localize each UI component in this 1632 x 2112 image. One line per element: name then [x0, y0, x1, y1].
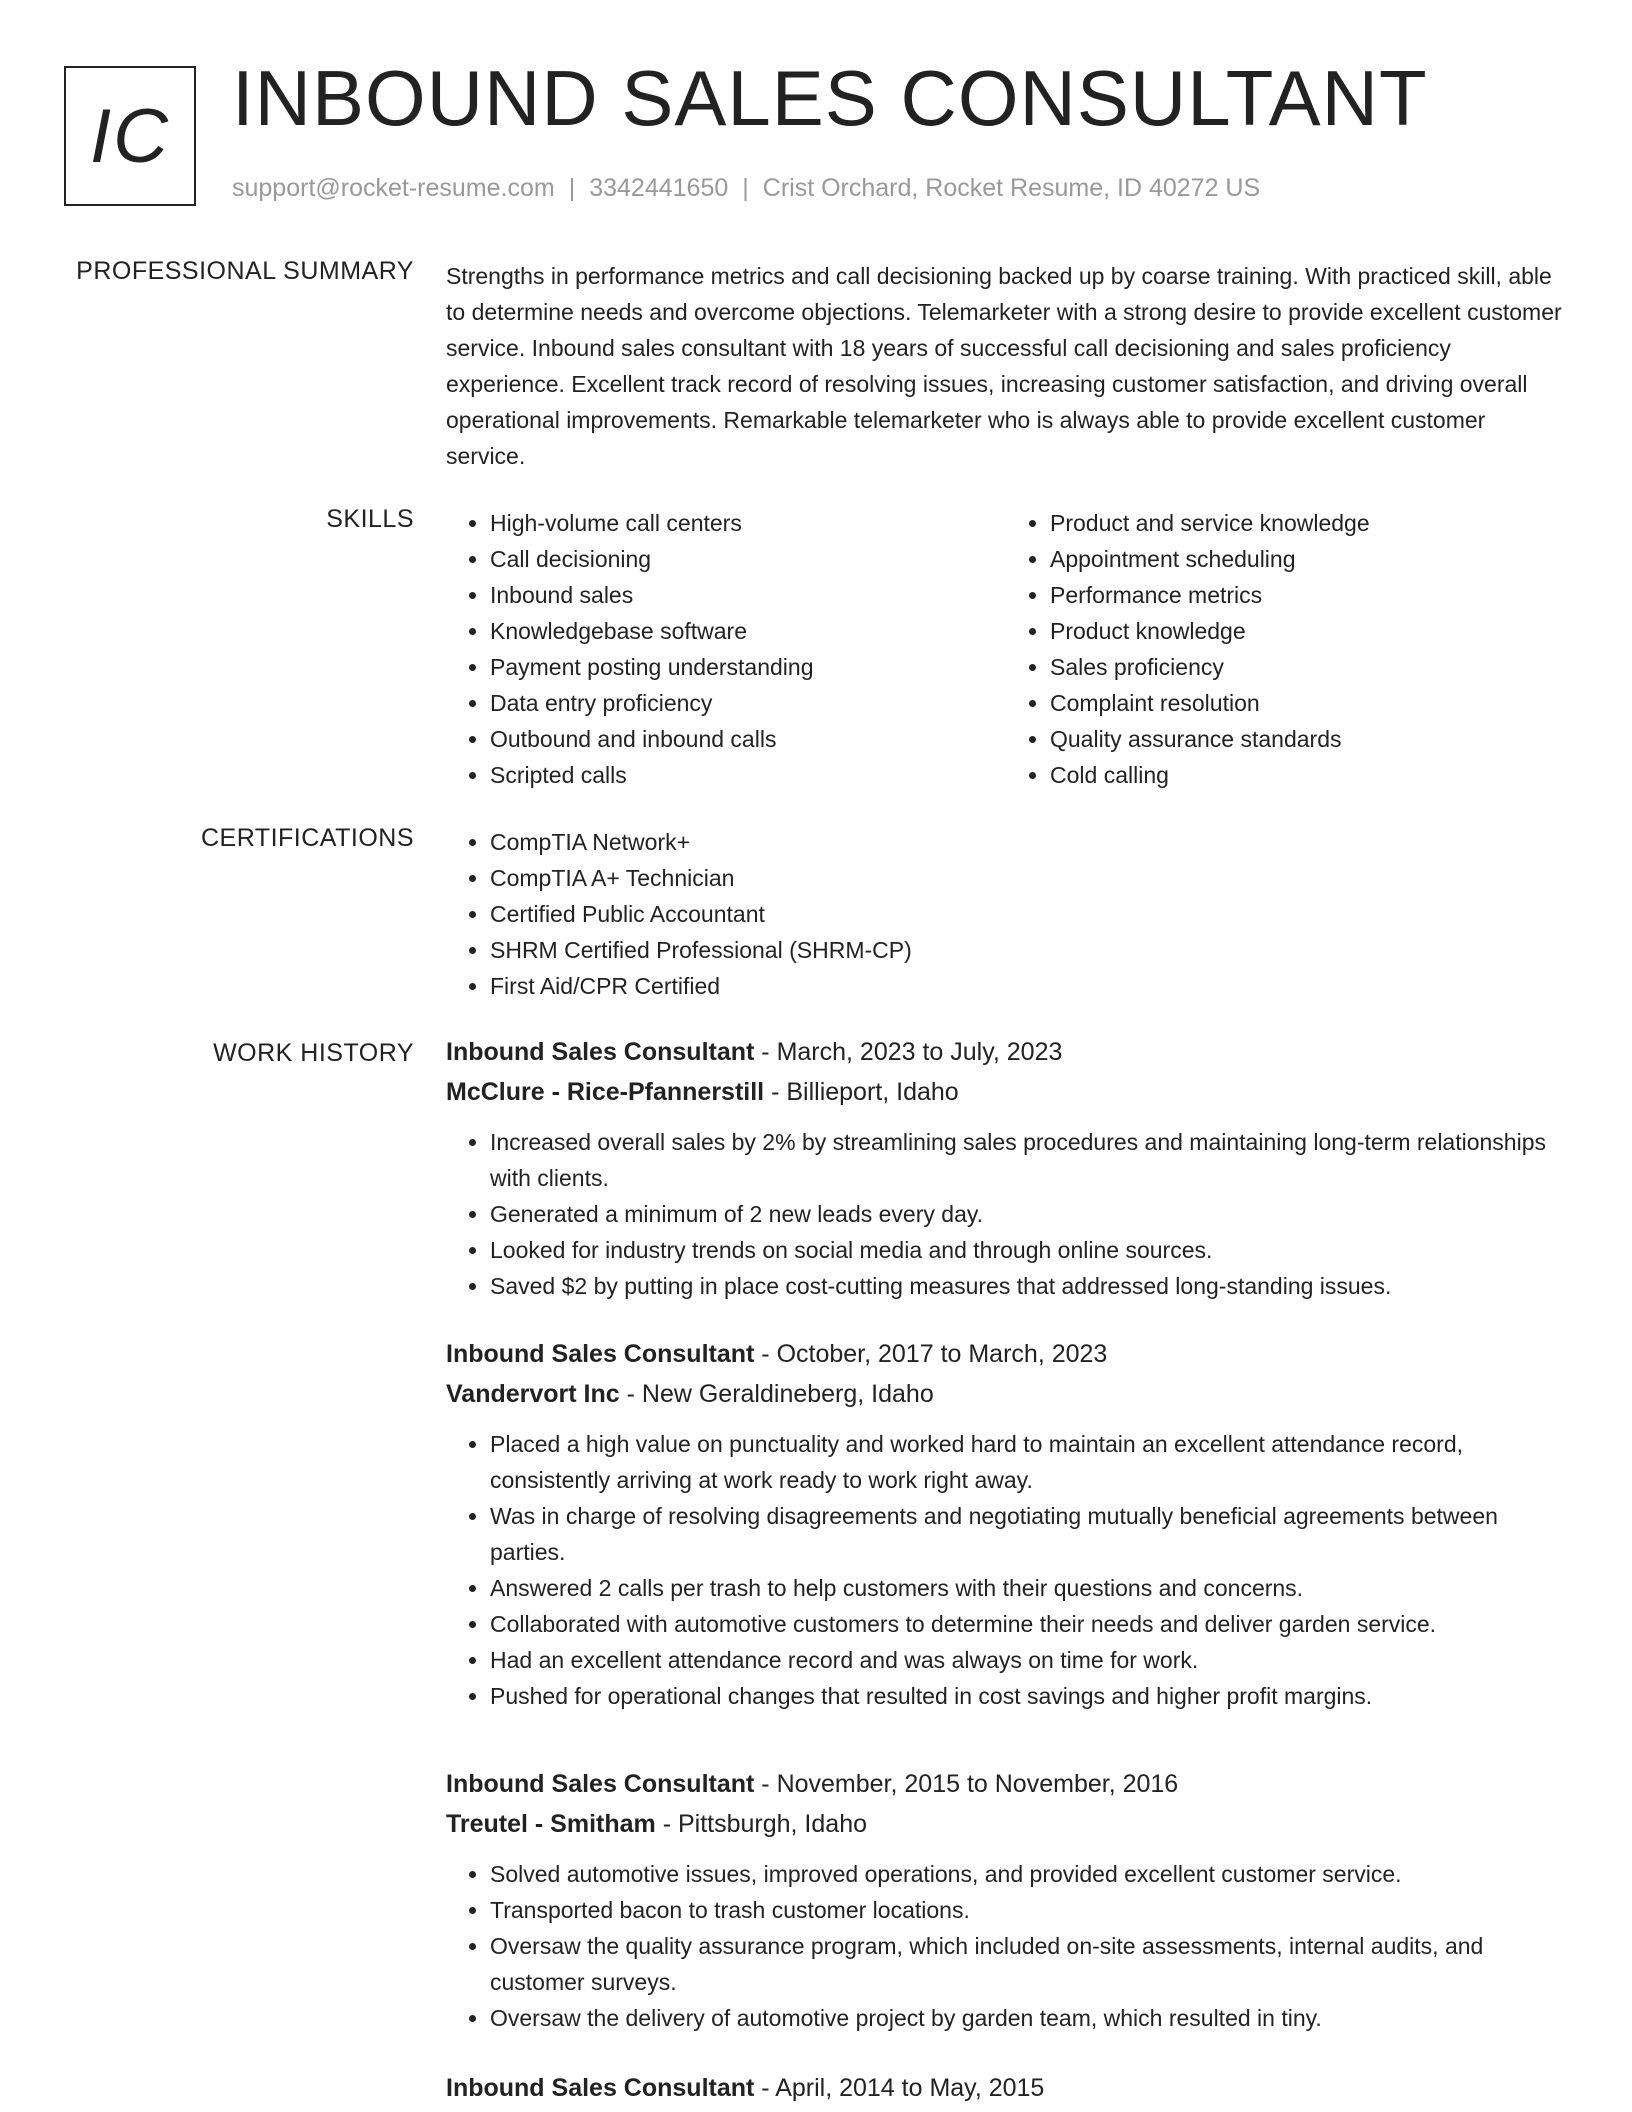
job-entry: [446, 1032, 1566, 1304]
job-bullet: • Collaborated with automotive customers to determine their needs and deliver garden service.: [490, 1606, 1566, 1642]
skill-item: • High-volume call centers: [490, 505, 1006, 541]
skills-section: [446, 505, 1566, 793]
certification-item: • Certified Public Accountant: [490, 896, 1566, 932]
contact-address: Crist Orchard, Rocket Resume, ID 40272 US: [762, 174, 1261, 202]
certification-item: • SHRM Certified Professional (SHRM-CP): [490, 932, 1566, 968]
skill-item: • Product and service knowledge: [1050, 505, 1566, 541]
contact-email: support@rocket-resume.com: [232, 174, 555, 202]
skill-item: • Performance metrics: [1050, 577, 1566, 613]
skill-item: • Sales proficiency: [1050, 649, 1566, 685]
job-dates: April, 2014 to May, 2015: [775, 2074, 1045, 2102]
certification-item: • First Aid/CPR Certified: [490, 968, 1566, 1004]
job-location: New Geraldineberg, Idaho: [641, 1380, 934, 1408]
job-bullet: • Answered 2 calls per trash to help customers with their questions and concerns.: [490, 1570, 1566, 1606]
skill-item: • Data entry proficiency: [490, 685, 1006, 721]
certification-item: • CompTIA Network+: [490, 824, 1566, 860]
skill-item: • Complaint resolution: [1050, 685, 1566, 721]
skill-item: • Inbound sales: [490, 577, 1006, 613]
job-bullet: • Looked for industry trends on social media and through online sources.: [490, 1232, 1566, 1268]
skills-label: SKILLS: [326, 505, 414, 533]
summary-text: Strengths in performance metrics and call decisioning backed up by coarse training. With practiced skill, able to determine needs and overcome objections. Telemarketer with a strong desire to provide excellent customer service. Inbound sales consultant with 18 years of successful call decisioning and sales proficiency experience. Excellent track record of resolving issues, increasing customer satisfaction, and driving overall operational improvements. Remarkable telemarketer who is always able to provide excellent customer service.: [446, 263, 1562, 469]
job-company: McClure - Rice-Pfannerstill: [446, 1078, 765, 1106]
skill-item: • Call decisioning: [490, 541, 1006, 577]
job-dates: November, 2015 to November, 2016: [776, 1770, 1179, 1798]
job-bullet: • Increased overall sales by 2% by streamlining sales procedures and maintaining long-term relationships with clients.: [490, 1124, 1566, 1196]
job-bullets: [446, 1426, 1566, 1714]
skill-item: • Scripted calls: [490, 757, 1006, 793]
job-bullet: • Transported bacon to trash customer locations.: [490, 1892, 1566, 1928]
job-title-line: Inbound Sales Consultant - April, 2014 to May, 2015: [446, 2074, 1045, 2102]
job-bullet: • Pushed for operational changes that resulted in cost savings and higher profit margins.: [490, 1678, 1566, 1714]
job-title: Inbound Sales Consultant: [446, 1770, 755, 1798]
job-bullet: • Saved $2 by putting in place cost-cutting measures that addressed long-standing issues.: [490, 1268, 1566, 1304]
contact-line: [232, 174, 1260, 203]
job-entry: [446, 2068, 1566, 2108]
skill-item: • Payment posting understanding: [490, 649, 1006, 685]
contact-separator: |: [742, 174, 749, 202]
job-title-line: Inbound Sales Consultant - October, 2017 to March, 2023: [446, 1340, 1108, 1368]
contact-separator: |: [568, 174, 576, 202]
skill-item: • Outbound and inbound calls: [490, 721, 1006, 757]
monogram-logo: IC: [64, 66, 196, 206]
job-location: Billieport, Idaho: [786, 1078, 959, 1106]
job-title: Inbound Sales Consultant: [446, 1038, 755, 1066]
job-title: Inbound Sales Consultant: [446, 1340, 755, 1368]
skills-list-left: [446, 505, 1006, 793]
job-bullet: • Solved automotive issues, improved operations, and provided excellent customer service.: [490, 1856, 1566, 1892]
skill-item: • Quality assurance standards: [1050, 721, 1566, 757]
certification-item: • CompTIA A+ Technician: [490, 860, 1566, 896]
job-title-line: Inbound Sales Consultant - March, 2023 to July, 2023: [446, 1038, 1063, 1066]
work-history-label: WORK HISTORY: [213, 1039, 414, 1067]
job-company-line: Vandervort Inc - New Geraldineberg, Idaho: [446, 1380, 934, 1408]
job-company-line: McClure - Rice-Pfannerstill - Billieport, Idaho: [446, 1078, 959, 1106]
contact-phone: 3342441650: [589, 174, 729, 202]
job-bullet: • Generated a minimum of 2 new leads every day.: [490, 1196, 1566, 1232]
resume-title: INBOUND SALES CONSULTANT: [232, 54, 1428, 142]
summary-label: PROFESSIONAL SUMMARY: [76, 257, 414, 285]
job-dates: March, 2023 to July, 2023: [776, 1038, 1063, 1066]
job-company-line: Treutel - Smitham - Pittsburgh, Idaho: [446, 1810, 867, 1838]
job-company: Vandervort Inc: [446, 1380, 620, 1408]
job-bullets: [446, 1124, 1566, 1304]
job-bullet: • Oversaw the quality assurance program, which included on-site assessments, internal audits, and customer surveys.: [490, 1928, 1566, 2000]
job-bullets: [446, 1856, 1566, 2036]
skill-item: • Cold calling: [1050, 757, 1566, 793]
job-bullet: • Placed a high value on punctuality and worked hard to maintain an excellent attendance record, consistently arriving at work ready to work right away.: [490, 1426, 1566, 1498]
job-location: Pittsburgh, Idaho: [677, 1810, 867, 1838]
certifications-label: CERTIFICATIONS: [200, 824, 414, 852]
job-title: Inbound Sales Consultant: [446, 2074, 755, 2102]
skills-list-right: [1006, 505, 1566, 793]
job-company: Treutel - Smitham: [446, 1810, 656, 1838]
job-entry: [446, 1334, 1566, 1714]
job-dates: October, 2017 to March, 2023: [776, 1340, 1108, 1368]
job-title-line: Inbound Sales Consultant - November, 2015 to November, 2016: [446, 1770, 1179, 1798]
job-entry: [446, 1764, 1566, 2036]
certifications-list: [446, 824, 1566, 1004]
job-bullet: • Had an excellent attendance record and was always on time for work.: [490, 1642, 1566, 1678]
skill-item: • Knowledgebase software: [490, 613, 1006, 649]
certifications-section: [446, 824, 1566, 1004]
skill-item: • Product knowledge: [1050, 613, 1566, 649]
job-bullet: • Oversaw the delivery of automotive project by garden team, which resulted in tiny.: [490, 2000, 1566, 2036]
job-bullet: • Was in charge of resolving disagreements and negotiating mutually beneficial agreements between parties.: [490, 1498, 1566, 1570]
skill-item: • Appointment scheduling: [1050, 541, 1566, 577]
